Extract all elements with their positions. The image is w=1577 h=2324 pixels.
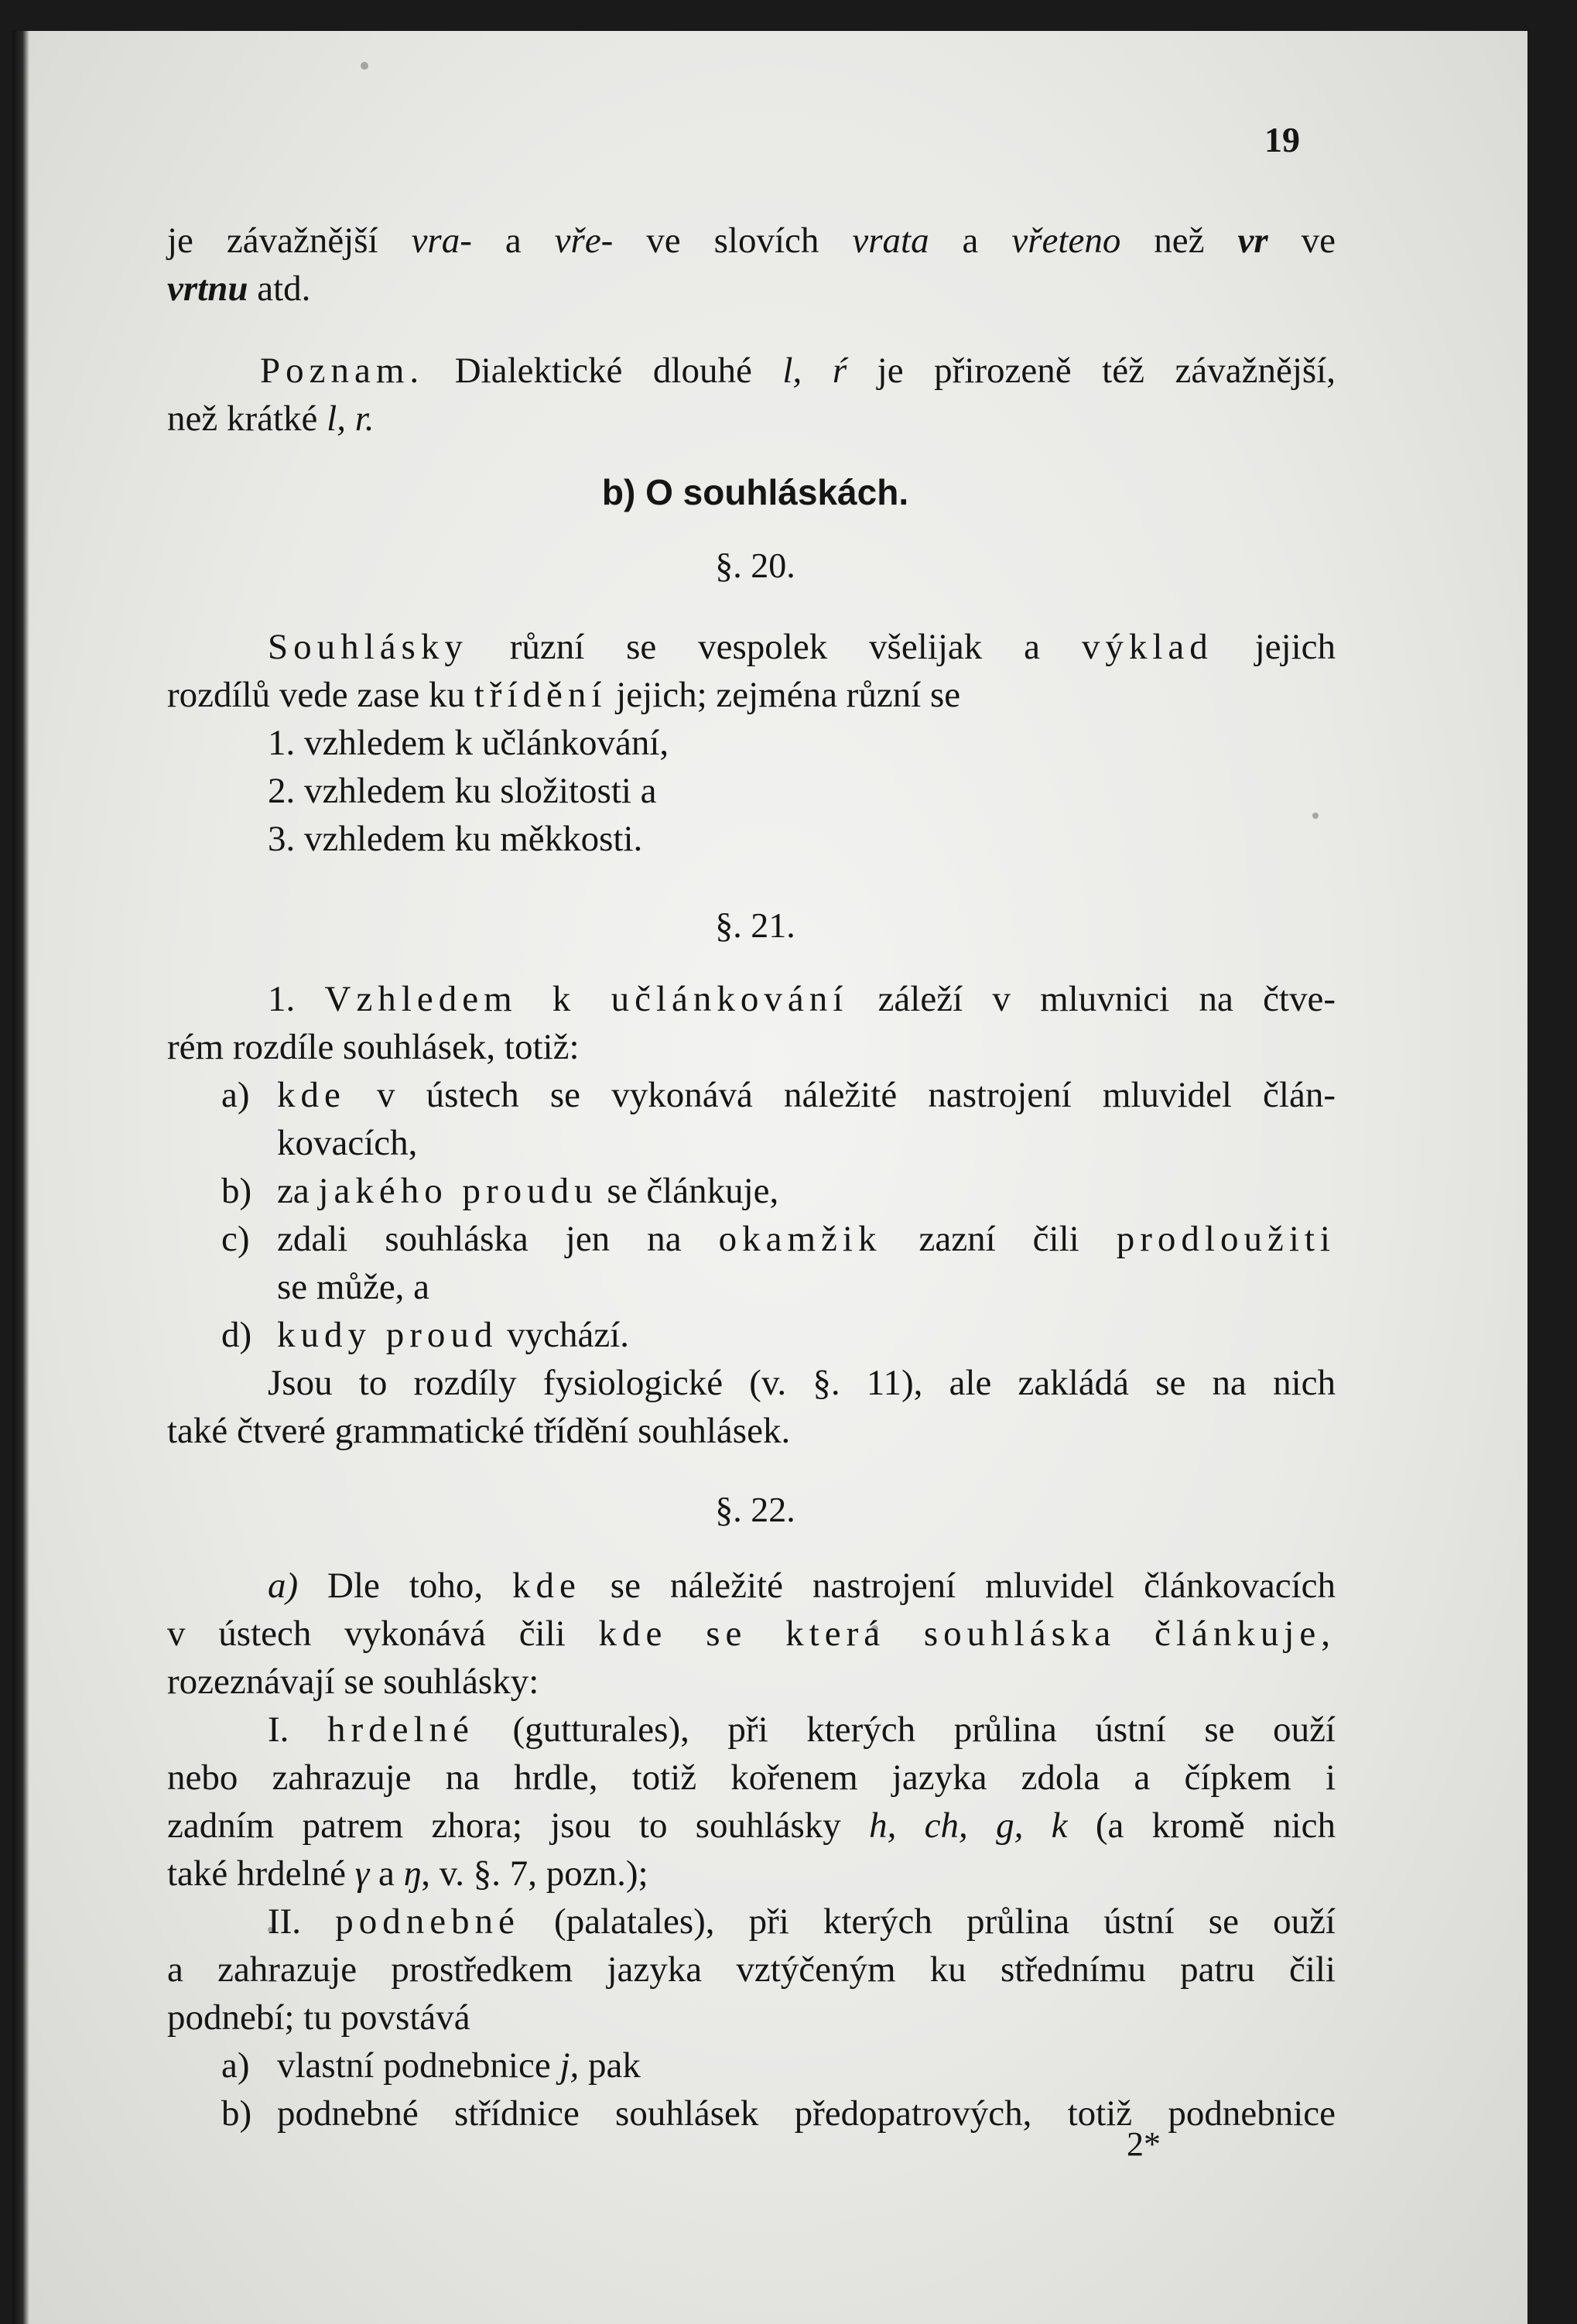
text-run: Dialektické dlouhé	[424, 351, 783, 391]
text-run: atd.	[248, 269, 311, 309]
paragraph-21-body	[167, 975, 1336, 1455]
paragraph-title: §. 21.	[715, 905, 795, 945]
text-run: se náležité nastrojení mluvidel článkovacích	[580, 1566, 1336, 1606]
body-line	[167, 1898, 1336, 1946]
list-label: d)	[221, 1315, 252, 1355]
list-item	[167, 1071, 1336, 1167]
italic-run: vřeteno	[1011, 221, 1121, 261]
list-label: b)	[221, 2093, 252, 2134]
intro-paragraph	[167, 217, 1336, 313]
list-label: c)	[221, 1219, 250, 1259]
text-run: ve	[1267, 221, 1336, 261]
list-label: a)	[221, 1075, 250, 1115]
italic-run: vrata	[852, 221, 929, 261]
poznam-line	[167, 347, 1336, 395]
text-run: zdali souhláska jen na	[277, 1219, 719, 1259]
list-item	[167, 1311, 1336, 1359]
spaced-run: kde	[277, 1075, 346, 1115]
text-run: 1.	[268, 979, 325, 1019]
list-label: a)	[221, 2045, 250, 2086]
list-item	[167, 1215, 1336, 1311]
page-number: 19	[1264, 120, 1300, 159]
body-line	[167, 671, 1336, 719]
text-run: vychází.	[498, 1315, 630, 1355]
spaced-run: prodloužiti	[1116, 1219, 1336, 1259]
body-line	[277, 1311, 1336, 1359]
italic-run: γ	[354, 1853, 370, 1894]
body-line	[167, 1850, 1336, 1898]
poznam-line	[167, 395, 1336, 443]
italic-run: ŋ	[403, 1853, 422, 1894]
intro-line	[167, 265, 1336, 313]
body-line: nebo zahrazuje na hrdle, totiž kořenem jazyka zdola a čípkem i	[167, 1758, 1336, 1798]
text-run: než	[1120, 221, 1238, 261]
text-run: I.	[268, 1710, 327, 1750]
body-line	[167, 975, 1336, 1023]
text-run: vlastní podnebnice	[277, 2045, 560, 2086]
text-run: Dle toho,	[298, 1566, 513, 1606]
intro-line	[167, 217, 1336, 265]
body-line	[167, 1610, 1336, 1658]
spaced-run: kudy proud	[277, 1315, 498, 1355]
body-line: podnebné střídnice souhlásek předopatrových, totiž podnebnice	[277, 2093, 1336, 2134]
text-run: také hrdelné	[167, 1853, 355, 1894]
body-line	[167, 1802, 1336, 1850]
text-run: (palatales), při kterých průlina ústní se ouží	[519, 1901, 1336, 1942]
body-line: podnebí; tu povstává	[167, 1997, 470, 2038]
spaced-run: Vzhledem k učlánkování	[324, 979, 849, 1019]
body-line: také čtveré grammatické třídění souhlásek.	[167, 1411, 791, 1451]
paragraph-title: §. 22.	[715, 1490, 795, 1529]
italic-run: vře-	[554, 221, 614, 261]
body-line	[167, 1706, 1336, 1754]
text-run: je přirozeně též závažnější,	[847, 351, 1336, 391]
body-line	[167, 1562, 1336, 1610]
body-line	[277, 2042, 1336, 2090]
body-line: rozeznávají se souhlásky:	[167, 1662, 539, 1702]
section-heading: b) O souhláskách.	[601, 472, 909, 512]
text-run: než krátké	[167, 399, 327, 439]
italic-run: j,	[559, 2045, 580, 2086]
list-item	[167, 2042, 1336, 2090]
book-page	[12, 31, 1527, 2324]
body-line: Jsou to rozdíly fysiologické (v. §. 11), ale zakládá se na nich	[268, 1363, 1336, 1403]
spaced-run: třídění	[474, 675, 607, 715]
spaced-run: okamžik	[718, 1219, 882, 1259]
italic-run: h, ch, g, k	[869, 1805, 1068, 1846]
poznam-paragraph	[167, 347, 1336, 443]
text-run: (gutturales), při kterých průlina ústní se ouží	[474, 1710, 1336, 1750]
list-item: 1. vzhledem k učlánkování,	[268, 723, 669, 763]
italic-run: l, r.	[327, 399, 375, 439]
text-run: záleží v mluvnici na čtve-	[848, 979, 1336, 1019]
poznam-label: Poznam.	[260, 351, 425, 391]
body-line: se může, a	[277, 1267, 430, 1307]
book-spine-shadow	[12, 31, 29, 2324]
text-run: různí se vespolek všelijak a	[467, 627, 1082, 667]
text-run: (a kromě nich	[1067, 1805, 1336, 1846]
text-run: v ústech vykonává čili	[167, 1614, 599, 1654]
text-run: a	[369, 1853, 404, 1894]
paragraph-title: §. 20.	[715, 546, 795, 585]
paragraph-22-body	[167, 1562, 1336, 2137]
text-run: zazní čili	[881, 1219, 1117, 1259]
signature-mark: 2*	[1127, 2125, 1161, 2163]
text-run: pak	[579, 2045, 641, 2086]
text-run: , v. §. 7, pozn.);	[421, 1853, 648, 1894]
body-line	[277, 1167, 1336, 1215]
text-run: se článkuje,	[597, 1171, 779, 1211]
list-item	[167, 1167, 1336, 1215]
text-run: v ústech se vykonává náležité nastrojení mluvidel člán-	[345, 1075, 1336, 1115]
spaced-run: kde	[512, 1566, 581, 1606]
italic-run: l,	[782, 351, 802, 391]
text-run: a	[471, 221, 555, 261]
body-line: a zahrazuje prostředkem jazyka vztýčeným ku střednímu patru čili	[167, 1949, 1336, 1990]
paper-speck	[361, 62, 368, 70]
text-run: jejich	[1213, 627, 1336, 667]
spaced-run: hrdelné	[327, 1710, 474, 1750]
text-run: rozdílů vede zase ku	[167, 675, 474, 715]
text-run: ve slovích	[613, 221, 853, 261]
italic-run: vrtnu	[167, 269, 248, 309]
text-run: a	[929, 221, 1012, 261]
body-line: rém rozdíle souhlásek, totiž:	[167, 1027, 580, 1067]
italic-run: a)	[268, 1566, 299, 1606]
spaced-run: Souhlásky	[268, 627, 468, 667]
list-label: b)	[221, 1171, 252, 1211]
body-line	[167, 623, 1336, 671]
spaced-run: kde se která souhláska článkuje,	[598, 1614, 1336, 1654]
text-run: zadním patrem zhora; jsou to souhlásky	[167, 1805, 870, 1846]
body-line	[277, 1215, 1336, 1263]
spaced-run: výklad	[1081, 627, 1213, 667]
paragraph-20-body	[167, 623, 1336, 863]
text-run: za	[277, 1171, 319, 1211]
spaced-run: podnebné	[335, 1901, 520, 1942]
italic-run: vra-	[411, 221, 472, 261]
italic-run: vr	[1237, 221, 1268, 261]
text-run: jejich; zejména různí se	[607, 675, 961, 715]
text-run: je závažnější	[167, 221, 412, 261]
list-item: 2. vzhledem ku složitosti a	[268, 771, 657, 811]
list-item: 3. vzhledem ku měkkosti.	[268, 819, 643, 859]
body-line: kovacích,	[277, 1123, 418, 1163]
italic-run: ŕ	[832, 351, 847, 391]
spaced-run: jakého proudu	[318, 1171, 598, 1211]
text-run: II.	[268, 1901, 336, 1942]
body-line	[277, 1071, 1336, 1119]
